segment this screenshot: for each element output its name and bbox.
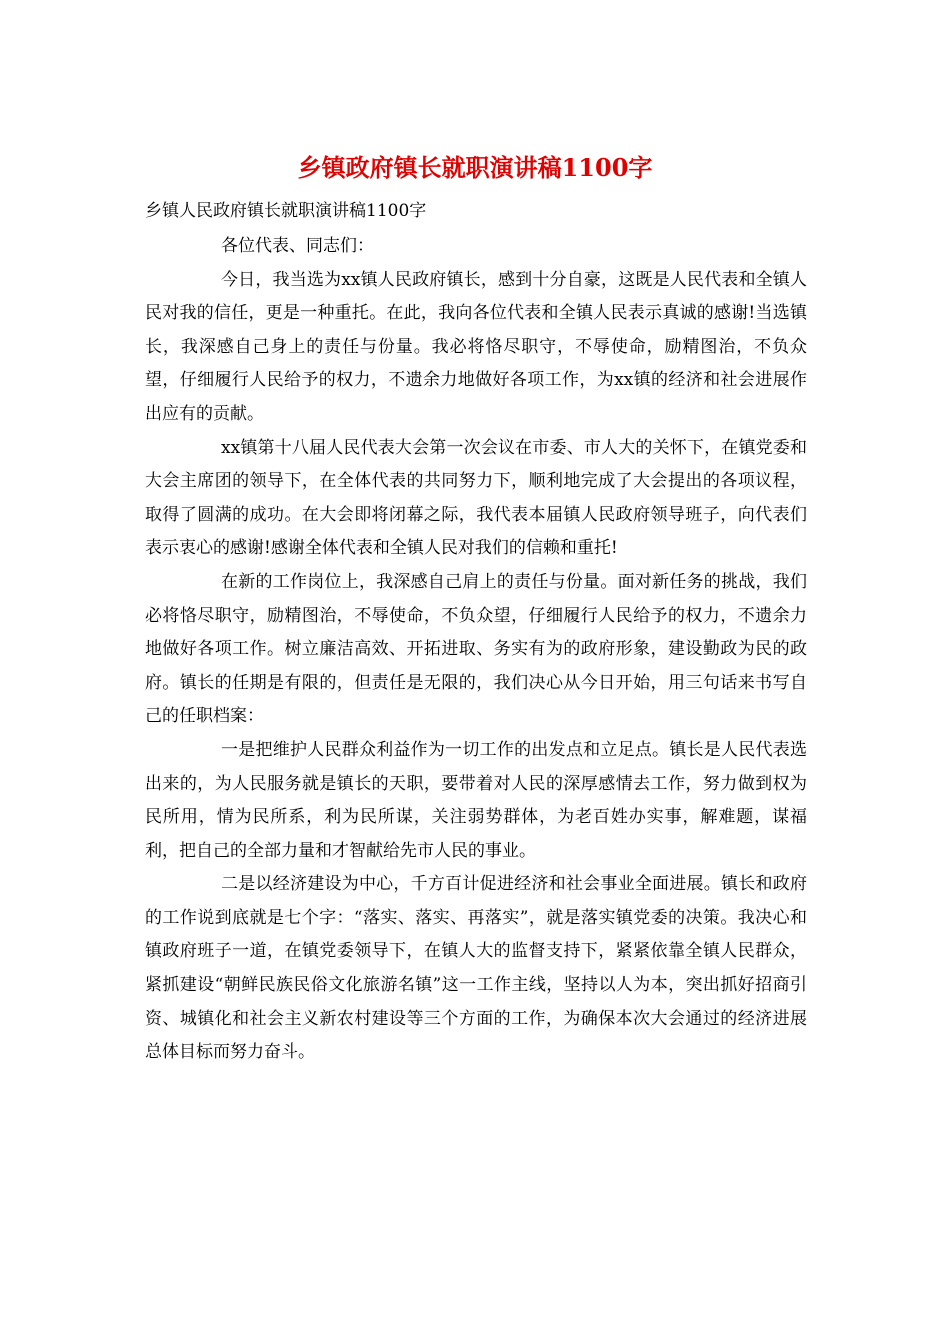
salutation-paragraph: 各位代表、同志们：: [221, 236, 374, 256]
body-paragraph: 二是以经济建设为中心，千方百计促进经济和社会事业全面进展。镇长和政府的工作说到底就是七个字：“落实、落实、再落实”，就是落实镇党委的决策。我决心和镇政府班子一道，在镇党委领导下，在镇人大的监督支持下，紧紧依靠全镇人民群众，紧抓建设“朝鲜民族民俗文化旅游名镇”这一工作主线，坚持以人为本，突出抓好招商引资、城镇化和社会主义新农村建设等三个方面的工作，为确保本次大会通过的经济进展总体目标而努力奋斗。: [145, 874, 807, 1063]
body-paragraph: 一是把维护人民群众利益作为一切工作的出发点和立足点。镇长是人民代表选出来的，为人民服务就是镇长的天职，要带着对人民的深厚感情去工作，努力做到权为民所用，情为民所系，利为民所谋，关注弱势群体，为老百姓办实事，解难题，谋福利，把自己的全部力量和才智献给先市人民的事业。: [145, 739, 807, 861]
body-paragraph: xx镇第十八届人民代表大会第一次会议在市委、市人大的关怀下，在镇党委和大会主席团的领导下，在全体代表的共同努力下，顺利地完成了大会提出的各项议程，取得了圆满的成功。在大会即将闭幕之际，我代表本届镇人民政府领导班子，向代表们表示衷心的感谢!感谢全体代表和全镇人民对我们的信赖和重托!: [145, 437, 807, 559]
document-subtitle: 乡镇人民政府镇长就职演讲稿1100字: [145, 201, 427, 221]
body-paragraph: 今日，我当选为xx镇人民政府镇长，感到十分自豪，这既是人民代表和全镇人民对我的信任，更是一种重托。在此，我向各位代表和全镇人民表示真诚的感谢!当选镇长，我深感自己身上的责任与份量。我必将恪尽职守，不辱使命，励精图治，不负众望，仔细履行人民给予的权力，不遗余力地做好各项工作，为xx镇的经济和社会进展作出应有的贡献。: [145, 269, 807, 424]
document-body: [145, 230, 807, 1070]
body-paragraph: 在新的工作岗位上，我深感自己肩上的责任与份量。面对新任务的挑战，我们必将恪尽职守，励精图治，不辱使命，不负众望，仔细履行人民给予的权力，不遗余力地做好各项工作。树立廉洁高效、开拓进取、务实有为的政府形象，建设勤政为民的政府。镇长的任期是有限的，但责任是无限的，我们决心从今日开始，用三句话来书写自己的任职档案：: [145, 571, 807, 727]
document-title: 乡镇政府镇长就职演讲稿1100字: [297, 153, 653, 182]
